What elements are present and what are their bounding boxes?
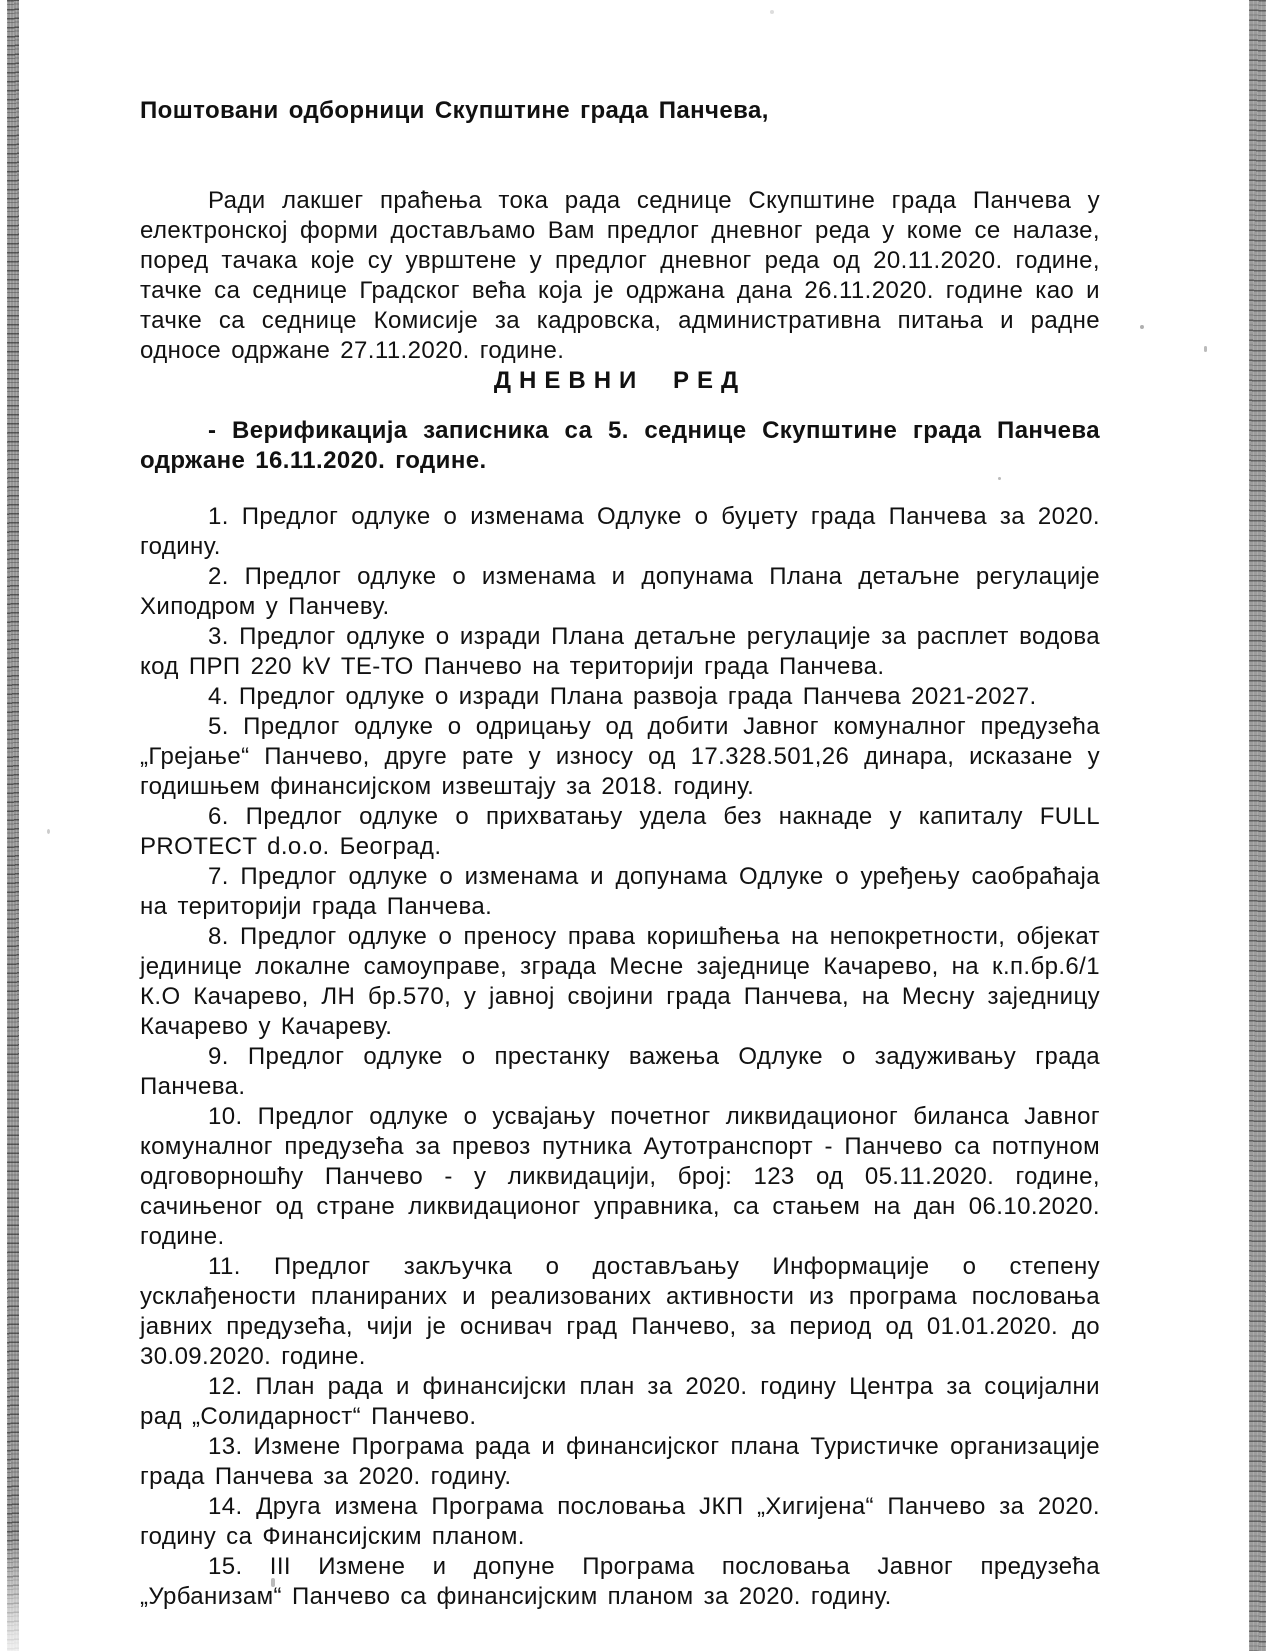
agenda-item: 5. Предлог одлуке о одрицању од добити Јавног комуналног предузећа „Грејање“ Панчево, друге рате у износу од 17.328.501,26 динара, исказане у годишњем финансијском извештају за 2018. годину. <box>140 713 1100 800</box>
agenda-item: 14. Друга измена Програма пословања ЈКП „Хигијена“ Панчево за 2020. годину са Финансијским планом. <box>140 1493 1100 1550</box>
agenda-list <box>140 502 1100 1612</box>
agenda-item: 6. Предлог одлуке о прихватању удела без накнаде у капиталу FULL PROTECT d.o.o. Београд. <box>140 803 1100 860</box>
agenda-item: 15. III Измене и допуне Програма пословања Јавног предузећа „Урбанизам“ Панчево са финансијским планом за 2020. годину. <box>140 1553 1100 1610</box>
agenda-heading: ДНЕВНИ РЕД <box>493 367 747 394</box>
agenda-item: 2. Предлог одлуке о изменама и допунама Плана детаљне регулације Хиподром у Панчеву. <box>140 563 1100 620</box>
agenda-item: 10. Предлог одлуке о усвајању почетног ликвидационог биланса Јавног комуналног предузећа за превоз путника Аутотранспорт - Панчево са потпуном одговорношћу Панчево - у ликвидацији, број: 123 од 05.11.2020. године, сачињеног од стране ликвидационог управника, са стањем на дан 06.10.2020. године. <box>140 1103 1100 1250</box>
agenda-item: 3. Предлог одлуке о изради Плана детаљне регулације за расплет водова код ПРП 220 kV ТЕ-ТО Панчево на територији града Панчева. <box>140 623 1100 680</box>
verification-item: - Верификација записника са 5. седнице Скупштине града Панчева одржане 16.11.2020. године. <box>140 417 1100 474</box>
agenda-item: 1. Предлог одлуке о изменама Одлуке о буџету града Панчева за 2020. годину. <box>140 503 1100 560</box>
agenda-item: 12. План рада и финансијски план за 2020. годину Центра за социјални рад „Солидарност“ Панчево. <box>140 1373 1100 1430</box>
salutation: Поштовани одборници Скупштине града Панчева, <box>140 97 769 124</box>
agenda-item: 4. Предлог одлуке о изради Плана развоја града Панчева 2021-2027. <box>208 683 1037 710</box>
agenda-item: 13. Измене Програма рада и финансијског плана Туристичке организације града Панчева за 2020. годину. <box>140 1433 1100 1490</box>
agenda-item: 7. Предлог одлуке о изменама и допунама Одлуке о уређењу саобраћаја на територији града Панчева. <box>140 863 1100 920</box>
agenda-item: 8. Предлог одлуке о преносу права коришћења на непокретности, објекат јединице локалне самоуправе, зграда Месне заједнице Качарево, на к.п.бр.6/1 К.О Качарево, ЛН бр.570, у јавној својини града Панчева, на Месну заједницу Качарево у Качареву. <box>140 923 1100 1040</box>
intro-paragraph: Ради лакшег праћења тока рада седнице Скупштине града Панчева у електронској форми достављамо Вам предлог дневног реда у коме се налазе, поред тачака које су уврштене у предлог дневног реда од 20.11.2020. године, тачке са седнице Градског већа која је одржана дана 26.11.2020. године као и тачке са седнице Комисије за кадровска, административна питања и радне односе одржане 27.11.2020. године. <box>140 187 1100 364</box>
agenda-item: 9. Предлог одлуке о престанку важења Одлуке о задуживању града Панчева. <box>140 1043 1100 1100</box>
agenda-item: 11. Предлог закључка о достављању Информације о степену усклађености планираних и реализованих активности из програма пословања јавних предузећа, чији је оснивач град Панчево, за период од 01.01.2020. до 30.09.2020. године. <box>140 1253 1100 1370</box>
